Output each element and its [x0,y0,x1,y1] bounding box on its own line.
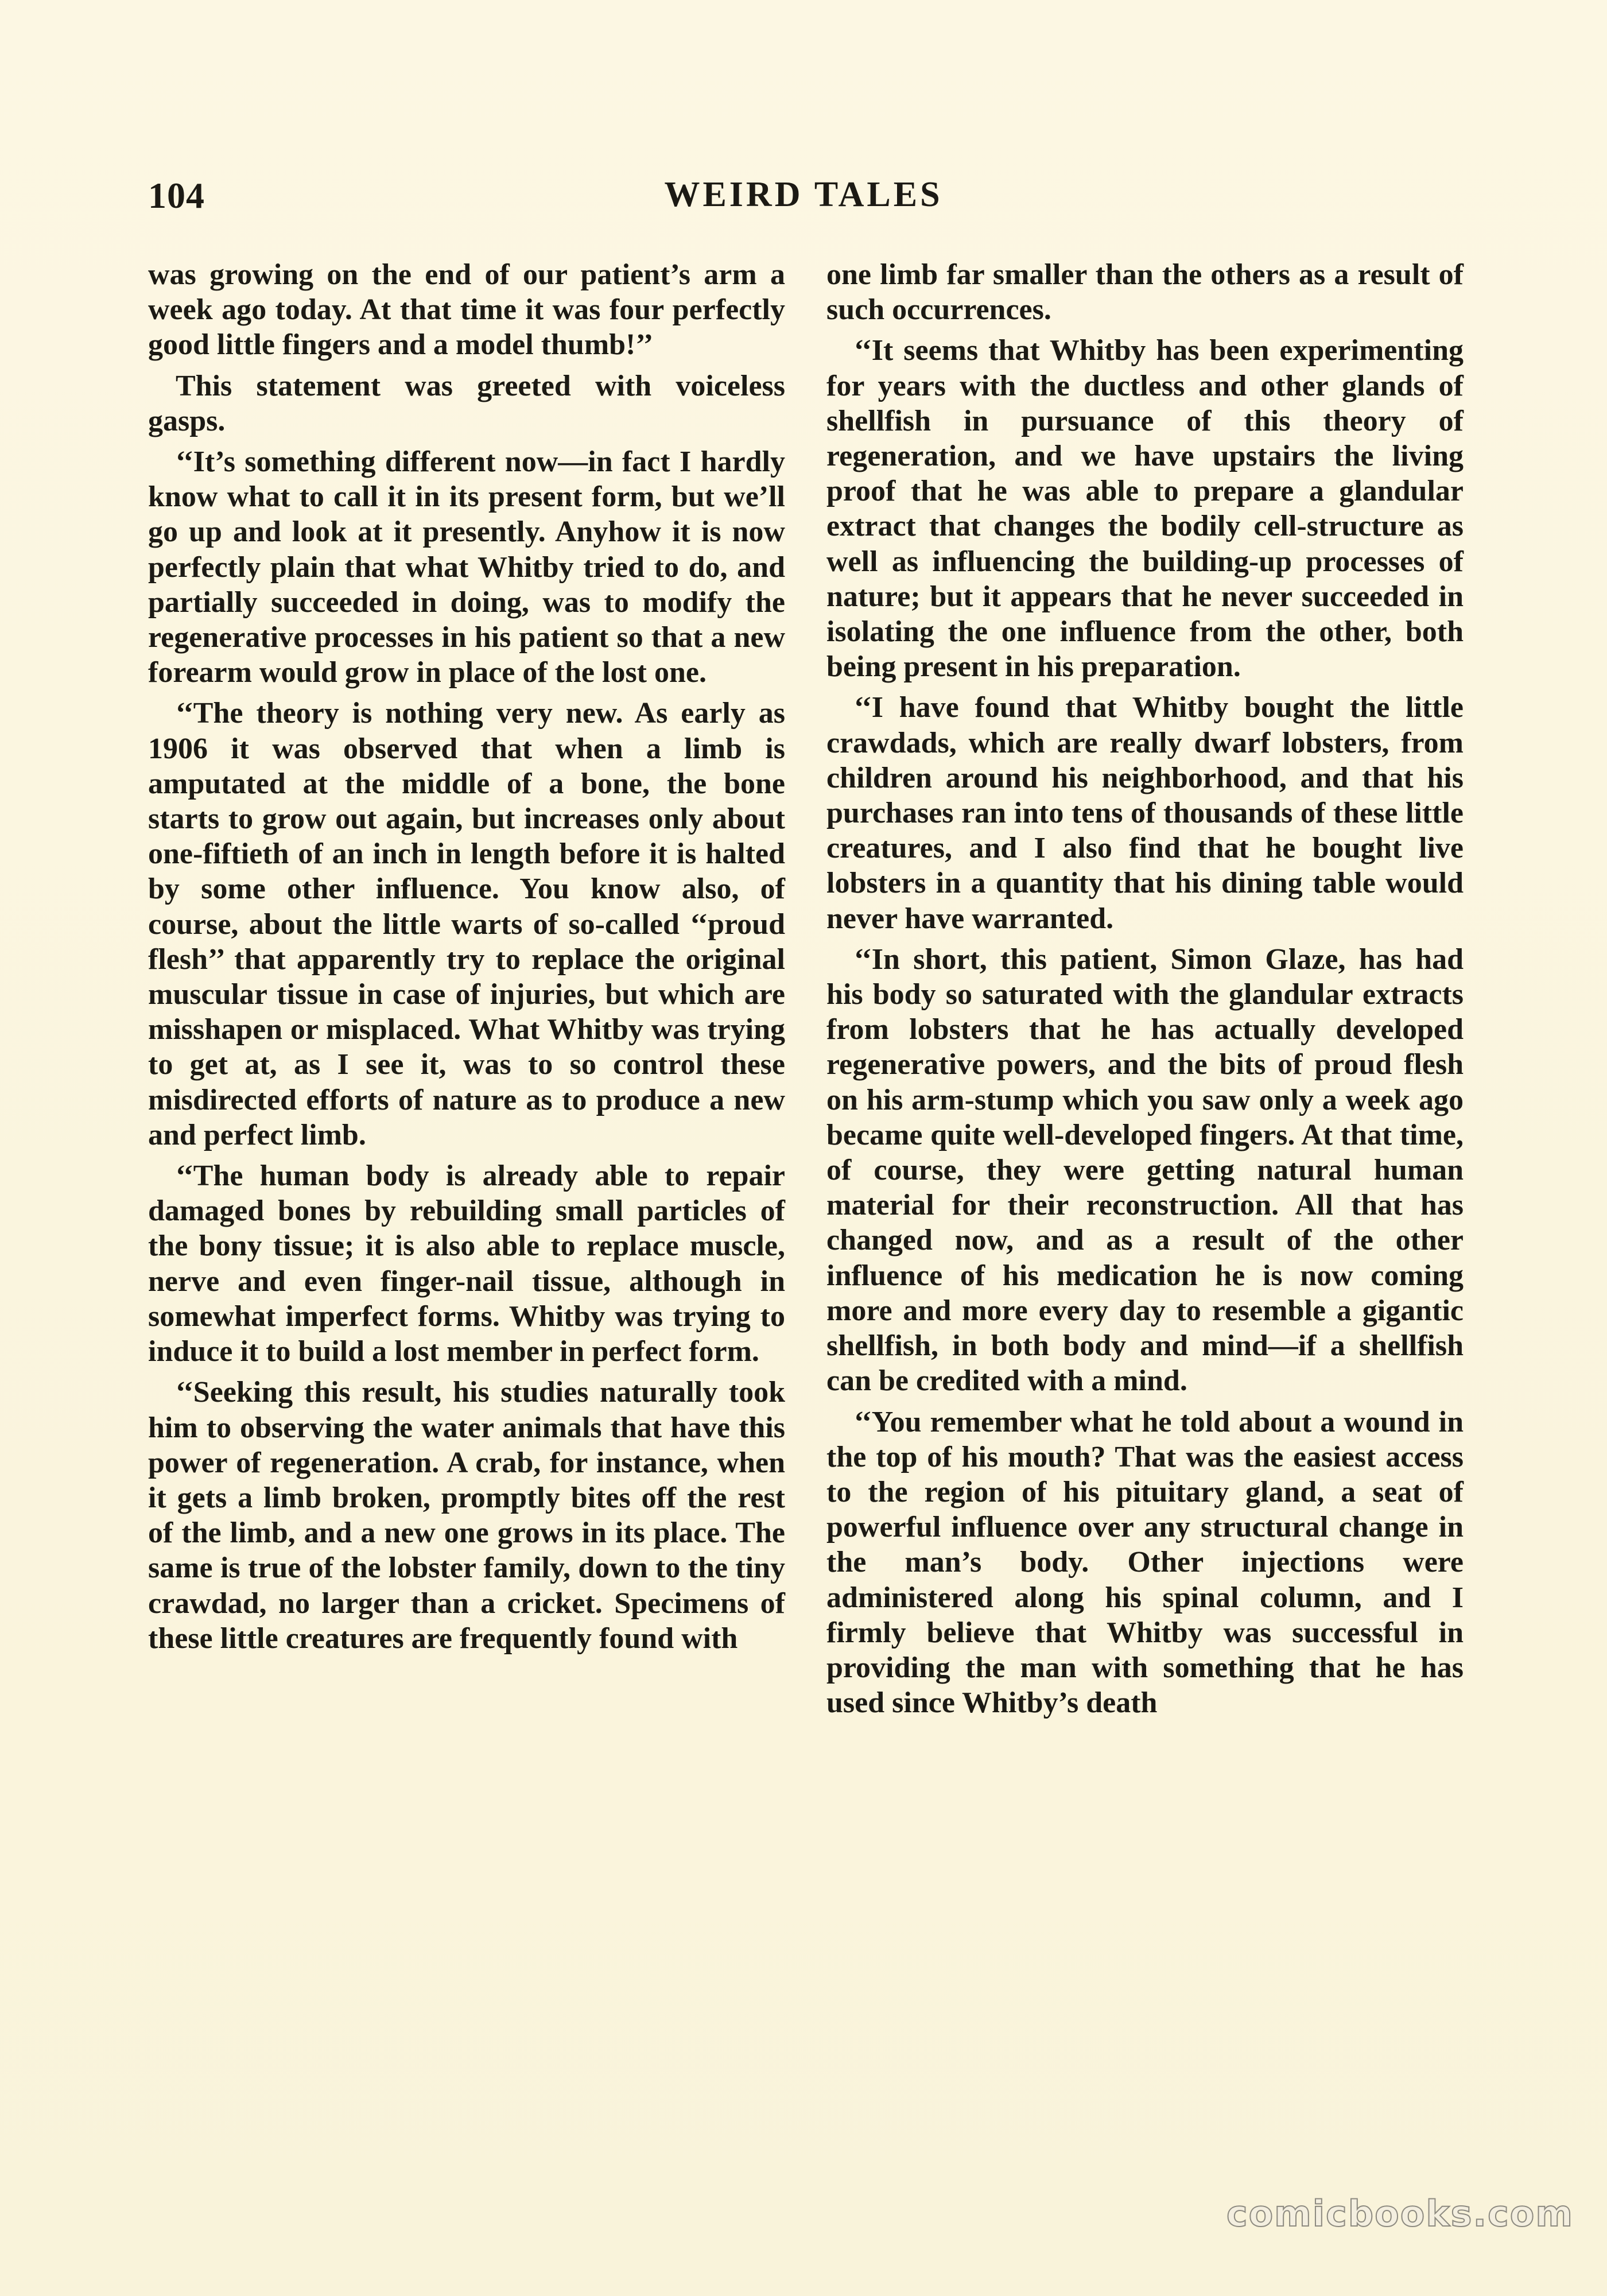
left-column [148,257,785,1662]
paragraph: ‘‘Seeking this result, his studies naturally took him to observing the water animals that have this power of regeneration. A crab, for instance, when it gets a limb broken, promptly bites off the rest of the limb, and a new one grows in its place. The same is true of the lobster family, down to the tiny crawdad, no larger than a cricket. Specimens of these little creatures are frequently found with [148,1376,785,1655]
running-title: WEIRD TALES [664,175,943,214]
paragraph: ‘‘It seems that Whitby has been experimenting for years with the ductless and other glands of shellfish in pursuance of this theory of regeneration, and we have upstairs the living proof that he was able to prepare a glandular extract that changes the bodily cell-structure as well as influencing the building-up processes of nature; but it appears that he never succeeded in isolating the one influence from the other, both being present in his preparation. [826,334,1464,684]
paragraph: ‘‘I have found that Whitby bought the little crawdads, which are really dwarf lobsters, from children around his neighborhood, and that his purchases ran into tens of thousands of these little creatures, and I also find that he bought live lobsters in a quantity that his dining table would never have warranted. [826,691,1464,935]
paragraph: ‘‘It’s something different now—in fact I hardly know what to call it in its present form, but we’ll go up and look at it presently. Anyhow it is now perfectly plain that what Whitby tried to do, and partially succeeded in doing, was to modify the regenerative processes in his patient so that a new forearm would grow in place of the lost one. [148,445,785,689]
site-watermark: comicbooks.com [1226,2193,1574,2235]
paragraph: ‘‘The theory is nothing very new. As early as 1906 it was observed that when a limb is amputated at the middle of a bone, the bone starts to grow out again, but increases only about one-fiftieth of an inch in length before it is halted by some other influence. You know also, of course, about the little warts of so-called ‘‘proud flesh’’ that apparently try to replace the original muscular tissue in case of injuries, but which are misshapen or misplaced. What Whitby was trying to get at, as I see it, was to so control these misdirected efforts of nature as to produce a new and perfect limb. [148,697,785,1151]
page-number: 104 [148,175,205,216]
paragraph: This statement was greeted with voiceless gasps. [148,369,785,437]
right-column [826,257,1464,1726]
paragraph: ‘‘In short, this patient, Simon Glaze, has had his body so saturated with the glandular extracts from lobsters that he has actually developed regenerative powers, and the bits of proud flesh on his arm-stump which you saw only a week ago became quite well-developed fingers. At that time, of course, they were getting natural human material for their reconstruction. All that has changed now, and as a result of the other influence of his medication he is now coming more and more every day to resemble a gigantic shellfish, in both body and mind—if a shellfish can be credited with a mind. [826,943,1464,1398]
paragraph: ‘‘You remember what he told about a wound in the top of his mouth? That was the easiest access to the region of his pituitary gland, a seat of powerful influence over any structural change in the man’s body. Other injections were administered along his spinal column, and I firmly believe that Whitby was successful in providing the man with something that he has used since Whitby’s death [826,1405,1464,1720]
paragraph: was growing on the end of our patient’s arm a week ago today. At that time it was four perfectly good little fingers and a model thumb!’’ [148,258,785,362]
paragraph: one limb far smaller than the others as a result of such occurrences. [826,258,1464,327]
paragraph: ‘‘The human body is already able to repair damaged bones by rebuilding small particles of the bony tissue; it is also able to replace muscle, nerve and even finger-nail tissue, although in somewhat imperfect forms. Whitby was trying to induce it to build a lost member in perfect form. [148,1159,785,1368]
